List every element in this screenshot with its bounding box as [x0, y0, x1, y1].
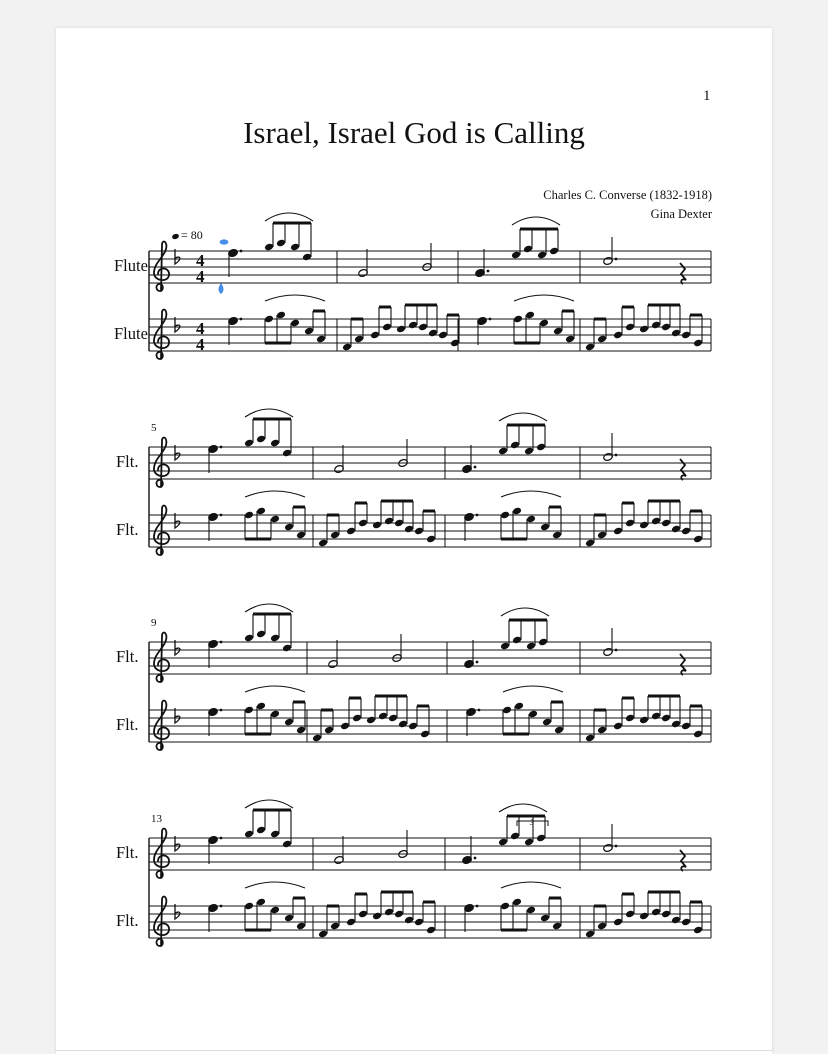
tuplet-bracket [517, 818, 548, 827]
eighth-note-group [613, 894, 635, 926]
time-signature-top: 4 [196, 319, 205, 338]
augmentation-dot [220, 709, 223, 712]
eighth-note-group [613, 307, 635, 339]
quarter-note-dotted [464, 903, 479, 932]
half-note [334, 445, 344, 474]
treble-clef-icon [154, 242, 169, 291]
phrase-slur [499, 413, 547, 421]
half-note-dotted [228, 248, 243, 277]
system-2 [149, 422, 711, 547]
augmentation-dot [240, 250, 243, 253]
eighth-note-group [244, 419, 292, 457]
augmentation-dot [220, 514, 223, 517]
half-note [328, 640, 338, 669]
augmentation-dot [615, 454, 618, 457]
instrument-label-upper[interactable]: Flute [114, 256, 148, 275]
composer-credit[interactable]: Charles C. Converse (1832-1918) [543, 188, 712, 202]
sixteenth-note-group [396, 305, 438, 337]
quarter-note-dotted [208, 707, 223, 736]
instrument-label-upper[interactable]: Flt. [116, 843, 139, 862]
phrase-slur [512, 217, 560, 225]
eighth-note-group [511, 229, 559, 259]
augmentation-dot [615, 649, 618, 652]
page-number: 1 [703, 88, 711, 104]
augmentation-dot [474, 466, 477, 469]
time-signature-bottom: 4 [196, 267, 205, 286]
eighth-note-group [346, 503, 368, 535]
measure-number: 9 [151, 617, 157, 629]
augmentation-dot [474, 857, 477, 860]
phrase-slur [245, 686, 305, 692]
time-signature [196, 251, 205, 286]
sixteenth-note-group [639, 696, 681, 728]
augmentation-dot [478, 709, 481, 712]
treble-clef-icon [154, 438, 169, 487]
instrument-label-lower[interactable]: Flt. [116, 520, 139, 539]
quarter-rest-icon [680, 263, 686, 284]
phrase-slur [245, 604, 293, 612]
phrase-slur [501, 491, 561, 497]
score-title[interactable]: Israel, Israel God is Calling [243, 115, 585, 150]
phrase-slur [501, 608, 549, 616]
measure-number: 13 [151, 813, 162, 825]
sixteenth-note-group [372, 501, 414, 533]
eighth-note-group [346, 894, 368, 926]
system-3 [149, 617, 711, 742]
eighth-note-group [244, 614, 292, 652]
tuplet-number: 3 [530, 818, 534, 827]
quarter-note-dotted [462, 836, 477, 865]
arranger-credit[interactable]: Gina Dexter [650, 207, 712, 221]
quarter-note-dotted [477, 316, 492, 345]
sixteenth-note-group [639, 305, 681, 337]
phrase-slur [265, 213, 313, 221]
eighth-note-group [370, 307, 392, 339]
treble-clef-icon [154, 310, 169, 359]
quarter-note-dotted [466, 707, 481, 736]
augmentation-dot [476, 661, 479, 664]
tempo-value: = 80 [181, 228, 203, 242]
augmentation-dot [220, 837, 223, 840]
augmentation-dot [489, 318, 492, 321]
instrument-label-lower[interactable]: Flute [114, 324, 148, 343]
phrase-slur [245, 491, 305, 497]
eighth-note-group [438, 315, 460, 347]
phrase-slur [503, 686, 563, 692]
quarter-note-dotted [464, 512, 479, 541]
augmentation-dot [487, 270, 490, 273]
system-4 [149, 813, 711, 938]
quarter-note-dotted [475, 249, 490, 278]
phrase-slur [245, 882, 305, 888]
eighth-note-group [414, 511, 436, 543]
sixteenth-note-group [372, 892, 414, 924]
eighth-note-group [414, 902, 436, 934]
quarter-note-dotted [208, 903, 223, 932]
half-note [334, 836, 344, 865]
phrase-slur [245, 409, 293, 417]
quarter-note-dotted [464, 640, 479, 669]
treble-clef-icon [154, 633, 169, 682]
quarter-rest-icon [680, 850, 686, 871]
phrase-slur [501, 882, 561, 888]
augmentation-dot [240, 318, 243, 321]
sixteenth-note-group [639, 501, 681, 533]
augmentation-dot [220, 641, 223, 644]
sixteenth-note-group [366, 696, 408, 728]
eighth-note-group [681, 902, 703, 934]
half-note [358, 249, 368, 278]
eighth-note-group [500, 620, 548, 650]
time-signature-top: 4 [196, 251, 205, 270]
augmentation-dot [615, 258, 618, 261]
quarter-note-dotted [462, 445, 477, 474]
augmentation-dot [476, 905, 479, 908]
phrase-slur [514, 295, 574, 301]
half-note-dotted [208, 835, 223, 864]
selected-notehead-icon [220, 239, 229, 244]
quarter-rest-icon [680, 654, 686, 675]
eighth-note-group [408, 706, 430, 738]
time-signature [196, 319, 205, 354]
treble-clef-icon [154, 701, 169, 750]
treble-clef-icon [154, 829, 169, 878]
phrase-slur [265, 295, 325, 301]
quarter-note-dotted [208, 512, 223, 541]
eighth-note-group [244, 810, 292, 848]
quarter-rest-icon [680, 459, 686, 480]
instrument-label-upper[interactable]: Flt. [116, 452, 139, 471]
eighth-note-group [681, 315, 703, 347]
phrase-slur [245, 800, 293, 808]
sixteenth-note-group [639, 892, 681, 924]
half-note-dotted [208, 444, 223, 473]
treble-clef-icon [154, 506, 169, 555]
time-signature-bottom: 4 [196, 335, 205, 354]
measure-number: 5 [151, 422, 157, 434]
eighth-note-group [681, 706, 703, 738]
eighth-note-group [340, 698, 362, 730]
instrument-label-upper[interactable]: Flt. [116, 647, 139, 666]
augmentation-dot [476, 514, 479, 517]
eighth-note-group [613, 698, 635, 730]
page-bottom-edge [56, 1050, 772, 1051]
instrument-label-lower[interactable]: Flt. [116, 911, 139, 930]
treble-clef-icon [154, 897, 169, 946]
selection-drop-cursor-icon [219, 283, 224, 294]
eighth-note-group [264, 223, 312, 261]
instrument-label-lower[interactable]: Flt. [116, 715, 139, 734]
quarter-note-dotted [228, 316, 243, 345]
system-1 [149, 251, 711, 351]
augmentation-dot [220, 905, 223, 908]
phrase-slur [499, 804, 547, 812]
half-note-dotted [208, 639, 223, 668]
augmentation-dot [615, 845, 618, 848]
augmentation-dot [220, 446, 223, 449]
eighth-note-group [613, 503, 635, 535]
eighth-note-group [681, 511, 703, 543]
eighth-note-group [498, 425, 546, 455]
